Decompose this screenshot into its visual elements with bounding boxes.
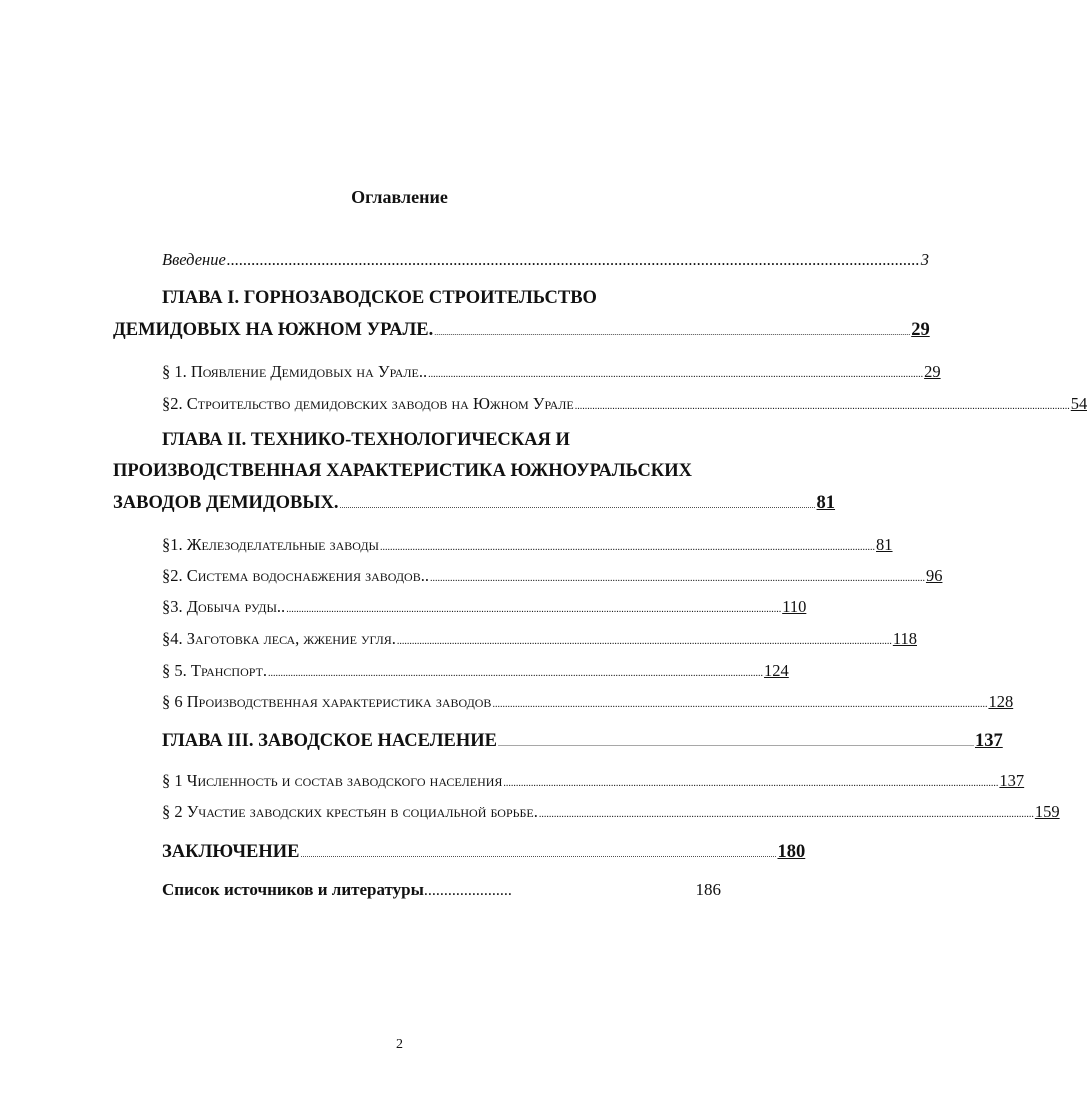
toc-entry-label: ГЛАВА III. ЗАВОДСКОЕ НАСЕЛЕНИЕ [162, 731, 497, 751]
dot-leader: ...................... [423, 882, 512, 899]
toc-entry-label: §2. Строительство демидовских заводов на Южном Урале [162, 394, 574, 413]
toc-entry-section [162, 661, 789, 681]
toc-entry-section [162, 535, 893, 555]
toc-entry-label: § 2 Участие заводских крестьян в социальной борьбе. [162, 802, 538, 821]
toc-entry-label: ДЕМИДОВЫХ НА ЮЖНОМ УРАЛЕ. [113, 320, 434, 340]
toc-entry-page: 128 [988, 692, 1014, 711]
toc-entry-section [162, 394, 1087, 414]
dot-leader: .............................................................................................................................................................................................................................................. [300, 850, 777, 859]
toc-entry-label: §4. Заготовка леса, жжение угля. [162, 629, 396, 648]
toc-entry-section [162, 597, 807, 617]
toc-entry-section [162, 771, 1025, 791]
toc-entry-label: §1. Железоделательные заводы [162, 535, 380, 554]
toc-entry-section [162, 362, 941, 382]
dot-leader: ...................................................................................................................................................................................................... [503, 778, 999, 789]
toc-entry-chapter-1 [113, 320, 930, 341]
dot-leader: ...................................................................................................................................................................................................... [396, 636, 892, 647]
toc-entry-page: 118 [892, 629, 917, 648]
toc-entry-label: § 1 Численность и состав заводского населения [162, 771, 503, 790]
toc-entry-label: Введение [162, 250, 226, 269]
toc-entry-page: 180 [777, 842, 806, 862]
toc-entry-page: 186 [695, 880, 721, 899]
toc-entry-label: § 1. Появление Демидовых на Урале.. [162, 362, 428, 381]
toc-entry-label: ЗАКЛЮЧЕНИЕ [162, 842, 300, 862]
chapter-2-heading: ГЛАВА II. ТЕХНИКО-ТЕХНОЛОГИЧЕСКАЯ И [162, 430, 570, 450]
chapter-2-heading: ПРОИЗВОДСТВЕННАЯ ХАРАКТЕРИСТИКА ЮЖНОУРАЛЬСКИХ [113, 461, 692, 481]
toc-entry-page: 137 [975, 731, 1003, 751]
toc-entry-label: Список источников и литературы [162, 880, 424, 899]
toc-entry-chapter-3 [162, 731, 1003, 752]
toc-entry-page: 29 [924, 362, 941, 381]
dot-leader: ...................................................................................................................................................................................................... [538, 809, 1034, 820]
toc-entry-page: 81 [876, 535, 893, 554]
toc-entry-label: § 6 Производственная характеристика заводов [162, 692, 492, 711]
toc-entry-page: 81 [816, 493, 836, 513]
toc-entry-section [162, 629, 917, 649]
toc-entry-page: 96 [925, 566, 943, 585]
toc-entry-page: 3 [920, 250, 930, 269]
dot-leader: ...................................................................................................................................................................................................... [268, 668, 764, 679]
toc-entry-section [162, 802, 1060, 822]
page-number: 2 [396, 1037, 403, 1052]
dot-leader: ........................................................................................................................................................................ [226, 250, 920, 269]
dot-leader: ...................................................................................................................................................................................................... [428, 369, 924, 380]
toc-entry-section [162, 566, 943, 586]
chapter-1-heading: ГЛАВА I. ГОРНОЗАВОДСКОЕ СТРОИТЕЛЬСТВО [162, 288, 597, 308]
dot-leader: ...................................................................................................................................................................................................... [286, 604, 782, 615]
toc-entry-section [162, 692, 1014, 712]
dot-leader: .............................................................................................................................................................................................................................................. [339, 501, 816, 510]
toc-entry-intro [162, 250, 930, 270]
toc-entry-label: § 5. Транспорт. [162, 661, 268, 680]
toc-entry-page: 159 [1034, 802, 1060, 821]
dot-leader: ...................................................................................................................................................................................................... [380, 542, 876, 553]
toc-entry-page: 124 [764, 661, 789, 680]
toc-entry-page: 54 [1070, 394, 1087, 413]
toc-entry-sources [162, 880, 721, 900]
toc-entry-page: 110 [782, 597, 807, 616]
toc-entry-page: 137 [999, 771, 1025, 790]
dot-leader: .............................................................................................................................................................................................................................................. [498, 739, 974, 748]
toc-entry-label: §3. Добыча руды.. [162, 597, 286, 616]
toc-entry-page: 29 [911, 320, 930, 340]
toc-entry-conclusion [162, 842, 806, 863]
dot-leader: ...................................................................................................................................................................................................... [492, 699, 988, 710]
toc-title: Оглавление [351, 187, 448, 207]
dot-leader: .............................................................................................................................................................................................................................................. [434, 328, 911, 337]
toc-entry-label: ЗАВОДОВ ДЕМИДОВЫХ. [113, 493, 339, 513]
toc-entry-chapter-2 [113, 493, 836, 514]
toc-entry-label: §2. Система водоснабжения заводов.. [162, 566, 429, 585]
dot-leader: ...................................................................................................................................................................................................... [429, 573, 925, 584]
dot-leader: ...................................................................................................................................................................................................... [574, 401, 1070, 412]
